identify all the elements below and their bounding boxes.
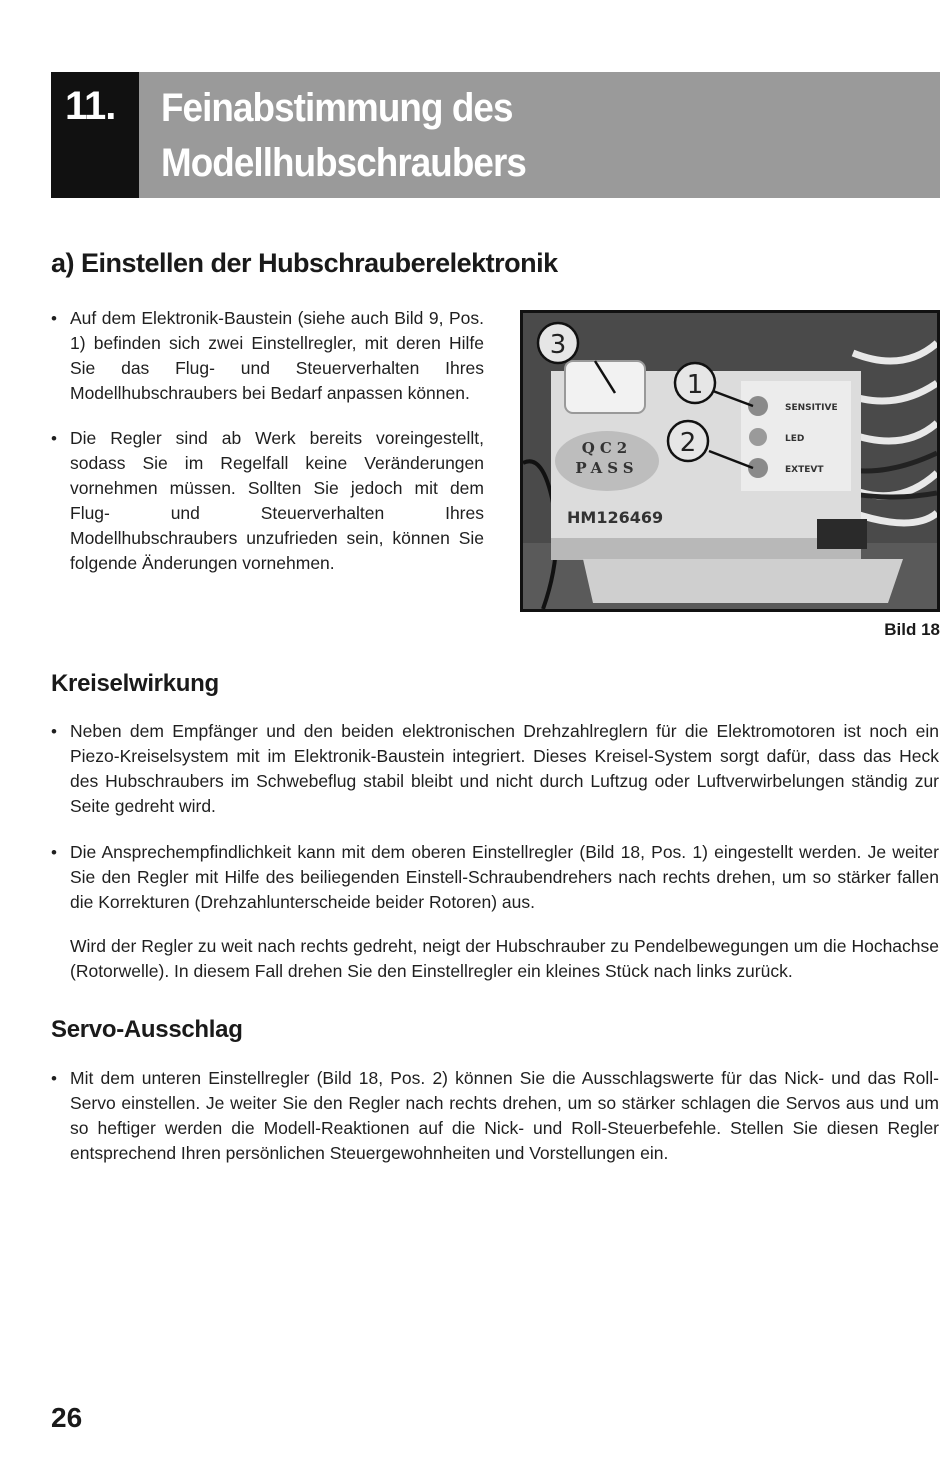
chapter-title-line2: Modellhubschraubers bbox=[161, 141, 526, 185]
kreisel-paragraph: Wird der Regler zu weit nach rechts gedreht, neigt der Hubschrauber zu Pendelbewegungen um die Hochachse (Rotorwelle). In diesem Fall drehen Sie den Einstellregler ein kleines Stück nach links zurück. bbox=[70, 936, 939, 981]
section-a-bullet-2: Die Regler sind ab Werk bereits voreingestellt, sodass Sie im Regelfall keine Veränderungen vornehmen müssen. Sollten Sie jedoch mit dem Flug- und Steuerverhalten Ihres Modellhubschraubers unzufrieden sein, können Sie folgende Änderungen vornehmen. bbox=[70, 428, 484, 573]
label-extevt: EXTEVT bbox=[785, 465, 824, 475]
servo-bullet-1: Mit dem unteren Einstellregler (Bild 18, Pos. 2) können Sie die Ausschlagswerte für das Nick- und das Roll-Servo einstellen. Je weiter Sie den Regler nach rechts drehen, um so stärker schlagen die Servos aus und um so heftiger werden die Modell-Reaktionen auf die Nick- und Roll-Steuerbefehle. Stellen Sie diesen Regler entsprechend Ihren persönlichen Steuergewohnheiten und Vorstellungen ein. bbox=[70, 1068, 939, 1163]
chapter-title bbox=[139, 72, 940, 198]
figure-caption: Bild 18 bbox=[884, 620, 940, 639]
kreisel-bullet-2: Die Ansprechempfindlichkeit kann mit dem oberen Einstellregler (Bild 18, Pos. 1) eingestellt werden. Je weiter Sie den Regler mit Hilfe des beiliegenden Einstell-Schraubendrehers nach rechts drehen, um so stärker fallen die Korrekturen (Drehzahlunterscheide beider Rotoren) aus. bbox=[70, 842, 939, 912]
label-led: LED bbox=[785, 434, 805, 444]
electronics-photo-drawing bbox=[523, 313, 937, 609]
bullet-mark: • bbox=[51, 429, 57, 448]
bullet-mark: • bbox=[51, 1069, 57, 1088]
section-heading-servo: Servo-Ausschlag bbox=[51, 1016, 243, 1043]
callout-3-label: 3 bbox=[549, 330, 567, 360]
chapter-number: 11. bbox=[51, 72, 139, 198]
electronics-photo bbox=[520, 310, 940, 612]
section-heading-kreisel: Kreiselwirkung bbox=[51, 670, 219, 697]
bullet-mark: • bbox=[51, 309, 57, 328]
label-sensitive: SENSITIVE bbox=[785, 403, 838, 413]
section-heading-a: a) Einstellen der Hubschrauberelektronik bbox=[51, 248, 558, 278]
page-number: 26 bbox=[51, 1402, 83, 1433]
chip-label-line1: QC2 bbox=[581, 439, 633, 457]
led-icon bbox=[749, 428, 767, 446]
chapter-title-line1: Feinabstimmung des bbox=[161, 86, 513, 130]
chip-label-line2: PASS bbox=[575, 459, 639, 477]
bullet-mark: • bbox=[51, 843, 57, 862]
section-a-bullet-1: Auf dem Elektronik-Baustein (siehe auch Bild 9, Pos. 1) befinden sich zwei Einstellregler, mit deren Hilfe Sie das Flug- und Steuerverhalten Ihres Modellhubschraubers bei Bedarf anpassen können. bbox=[70, 308, 484, 403]
chapter-header bbox=[51, 72, 940, 198]
callout-2-label: 2 bbox=[679, 428, 697, 458]
serial-number: HM126469 bbox=[567, 508, 664, 527]
callout-1-label: 1 bbox=[686, 370, 704, 400]
bullet-mark: • bbox=[51, 722, 57, 741]
kreisel-bullet-1: Neben dem Empfänger und den beiden elektronischen Drehzahlreglern für die Elektromotoren ist noch ein Piezo-Kreiselsystem mit im Elektronik-Baustein integriert. Dieses Kreisel-System sorgt dafür, dass das Heck des Hubschraubers im Schwebeflug stabil bleibt und nicht durch Luftzug oder Luftverwirbelungen ständig zur Seite gedreht wird. bbox=[70, 721, 939, 816]
